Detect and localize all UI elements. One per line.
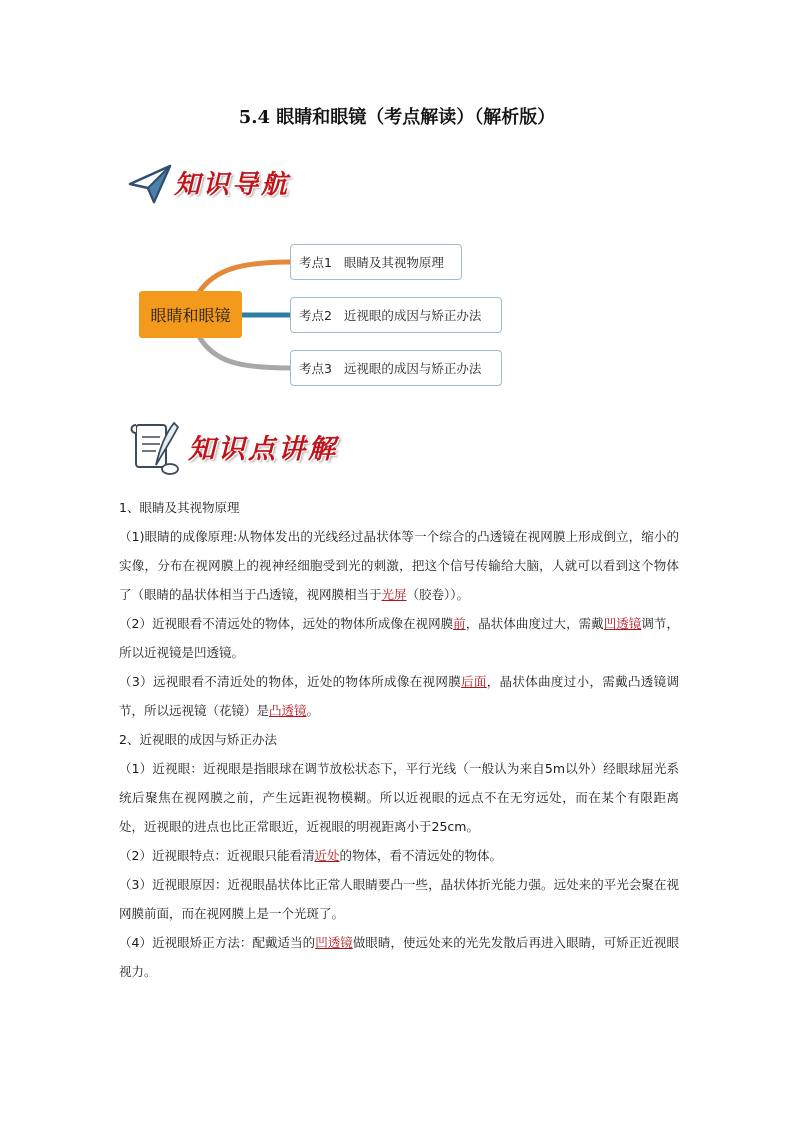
section-1-para-1 [119, 522, 679, 609]
text-run: ，晶状体曲度过大，需戴 [465, 616, 604, 631]
highlight-answer: 前 [453, 616, 466, 631]
highlight-answer: 近处 [314, 848, 340, 863]
connector-1 [200, 262, 290, 291]
mindmap-branch-3: 考点3 远视眼的成因与矫正办法 [290, 350, 502, 386]
highlight-answer: 凹透镜 [315, 935, 353, 950]
section-2-para-2 [119, 841, 679, 870]
text-run: 。 [306, 703, 320, 718]
mindmap-root: 眼睛和眼镜 [139, 291, 242, 338]
text-run: （3）近视眼原因：近视眼晶状体比正常人眼睛要凸一些，晶状体折光能力强。远处来的平光会聚在视网膜前面，而在视网膜上是一个光斑了。 [119, 877, 679, 921]
connector-3 [200, 338, 290, 368]
section-2-para-4 [119, 928, 679, 986]
text-run: 调节，所以近视镜是凹透镜。 [119, 616, 679, 660]
section-2-heading: 2、近视眼的成因与矫正办法 [119, 732, 277, 747]
section-2-para-3 [119, 870, 679, 928]
knowledge-explain-banner [126, 415, 356, 479]
text-run: （2）近视眼看不清远处的物体，远处的物体所成像在视网膜 [119, 616, 454, 631]
section-1-heading: 1、眼睛及其视物原理 [119, 500, 240, 515]
text-run: （1)眼睛的成像原理:从物体发出的光线经过晶状体等一个综合的凸透镜在视网膜上形成倒立，缩小的实像，分布在视网膜上的视神经细胞受到光的刺激，把这个信号传输给大脑，人就可以看到这个物体了（眼睛的晶状体相当于凸透镜，视网膜相当于 [119, 529, 679, 602]
knowledge-explain-title: 知识点讲解 [188, 434, 338, 465]
page-title: 5.4 眼睛和眼镜（考点解读）（解析版） [238, 107, 556, 128]
section-1-para-3 [119, 667, 679, 725]
content-body [119, 493, 679, 986]
mindmap-branch-1: 考点1 眼睛及其视物原理 [290, 244, 462, 280]
mindmap-branch-2: 考点2 近视眼的成因与矫正办法 [290, 297, 502, 333]
highlight-answer: 光屏 [381, 587, 407, 602]
highlight-answer: 凹透镜 [603, 616, 642, 631]
section-1-para-2 [119, 609, 679, 667]
highlight-answer: 凸透镜 [269, 703, 307, 718]
text-run: （2）近视眼特点：近视眼只能看清 [119, 848, 315, 863]
text-run: （4）近视眼矫正方法：配戴适当的 [119, 935, 316, 950]
text-run: 的物体，看不清远处的物体。 [339, 848, 502, 863]
text-run: （胶卷））。 [406, 587, 470, 602]
highlight-answer: 后面 [461, 674, 487, 689]
scroll-quill-icon [126, 417, 182, 477]
section-2-para-1 [119, 754, 679, 841]
text-run: （1）近视眼：近视眼是指眼球在调节放松状态下，平行光线（一般认为来自5m以外）经眼球屈光系统后聚焦在视网膜之前，产生远距视物模糊。所以近视眼的远点不在无穷远处，而在某个有限距离处，近视眼的进点也比正常眼近，近视眼的明视距离小于25cm。 [119, 761, 679, 834]
knowledge-nav-title: 知识导航 [174, 170, 291, 200]
text-run: ，晶状体曲度过小，需戴凸透镜调节，所以远视镜（花镜）是 [119, 674, 679, 718]
text-run: （3）远视眼看不清近处的物体，近处的物体所成像在视网膜 [119, 674, 462, 689]
text-run: 做眼睛，使远处来的光先发散后再进入眼睛，可矫正近视眼视力。 [119, 935, 679, 979]
